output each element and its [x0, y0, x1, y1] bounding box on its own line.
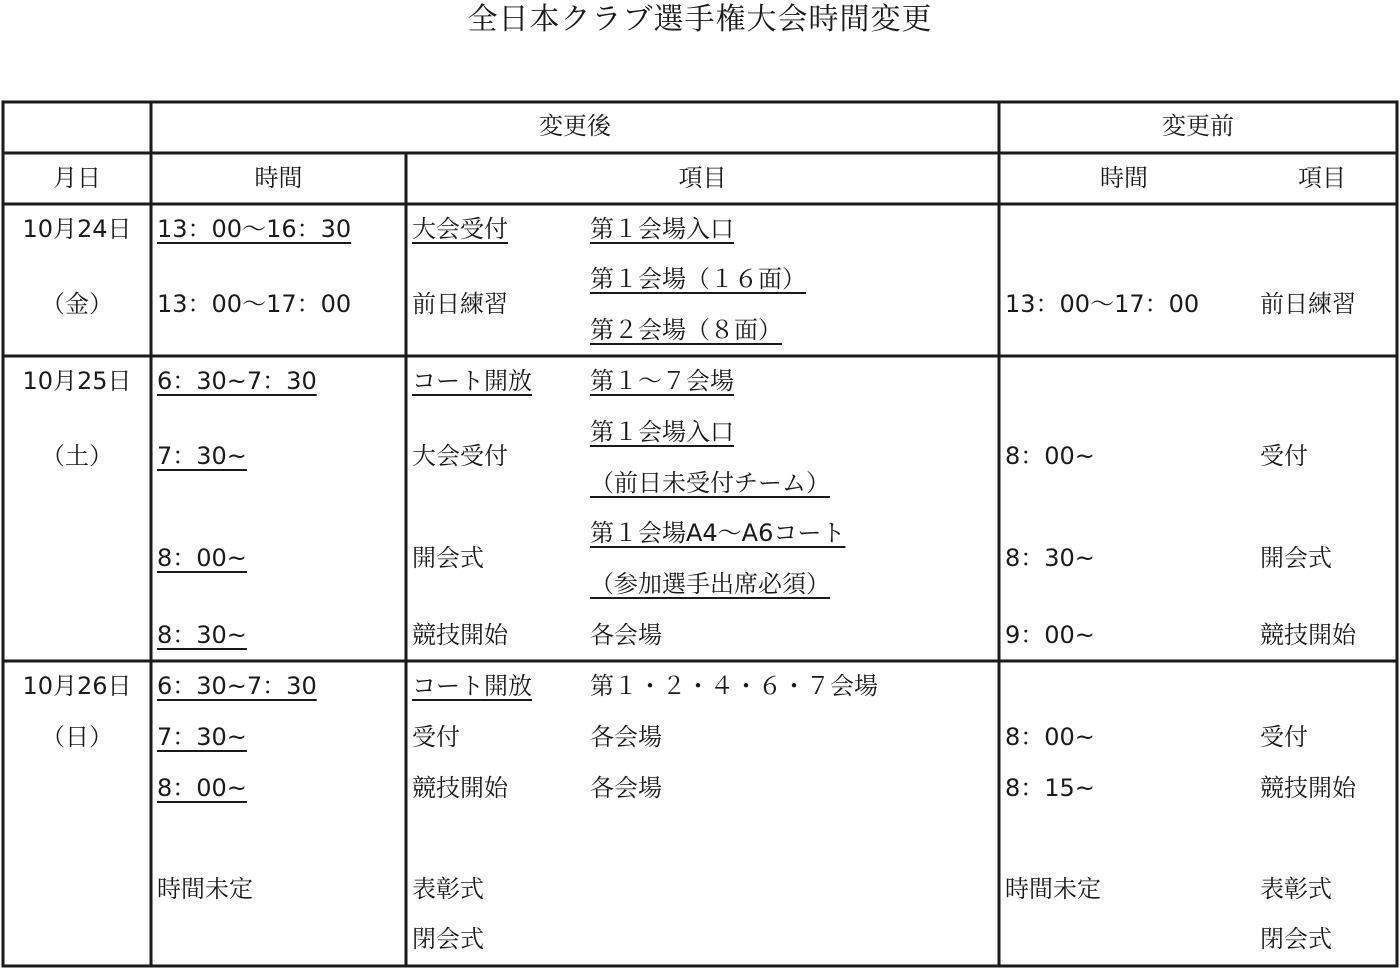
- event-cell: コート開放: [412, 672, 532, 700]
- event-cell: 受付: [412, 723, 460, 751]
- place-cell: 第１・２・４・６・７会場: [590, 672, 878, 700]
- time-cell: 6：30~7：30: [157, 672, 317, 700]
- time-cell: 6：30~7：30: [157, 367, 317, 395]
- event-cell: 前日練習: [412, 290, 508, 318]
- before-time-cell: 8：30~: [1005, 544, 1095, 572]
- place-cell: 各会場: [590, 621, 662, 649]
- header-date: 月日: [53, 164, 101, 192]
- place-cell-line2: （前日未受付チーム）: [590, 469, 830, 497]
- page-title: 全日本クラブ選手権大会時間変更: [467, 2, 933, 37]
- weekday-day3: （日）: [41, 723, 113, 751]
- date-day3: 10月26日: [22, 672, 132, 700]
- time-cell: 8：30~: [157, 621, 247, 649]
- place-cell: 第１会場（１６面）: [590, 265, 806, 293]
- time-cell: 8：00~: [157, 544, 247, 572]
- before-time-cell: 8：00~: [1005, 723, 1095, 751]
- event-cell: 大会受付: [412, 215, 508, 243]
- time-cell: 13：00～16：30: [157, 215, 352, 243]
- before-item-cell: 開会式: [1260, 544, 1332, 572]
- before-item-cell: 競技開始: [1260, 774, 1356, 802]
- header-before-time: 時間: [1100, 164, 1148, 192]
- weekday-day1: （金）: [41, 290, 113, 318]
- place-cell: 第１会場A4～A6コート: [590, 519, 846, 547]
- event-cell: コート開放: [412, 367, 532, 395]
- before-time-cell: 9：00~: [1005, 621, 1095, 649]
- before-item-cell: 前日練習: [1260, 290, 1356, 318]
- before-time-cell: 8：15~: [1005, 774, 1095, 802]
- before-item-cell: 受付: [1260, 442, 1308, 470]
- weekday-day2: （土）: [41, 442, 113, 470]
- before-time-cell: 13：00～17：00: [1005, 290, 1200, 318]
- place-cell-line2: （参加選手出席必須）: [590, 570, 830, 598]
- place-cell: 各会場: [590, 774, 662, 802]
- before-time-cell: 時間未定: [1005, 875, 1101, 903]
- before-item-cell: 表彰式: [1260, 875, 1332, 903]
- time-cell: 13：00～17：00: [157, 290, 352, 318]
- before-item-cell: 競技開始: [1260, 621, 1356, 649]
- place-cell: 各会場: [590, 723, 662, 751]
- date-day2: 10月25日: [22, 367, 132, 395]
- place-cell-line2: 第２会場（８面）: [590, 316, 782, 344]
- before-time-cell: 8：00~: [1005, 442, 1095, 470]
- time-cell: 7：30~: [157, 723, 247, 751]
- event-cell: 開会式: [412, 544, 484, 572]
- before-item-cell: 閉会式: [1260, 925, 1332, 953]
- event-cell: 大会受付: [412, 442, 508, 470]
- header-before-item: 項目: [1298, 164, 1346, 192]
- time-cell: 8：00~: [157, 774, 247, 802]
- header-time: 時間: [254, 164, 303, 192]
- header-item: 項目: [678, 164, 727, 192]
- header-after: 変更後: [539, 112, 611, 140]
- place-cell: 第１会場入口: [590, 418, 734, 446]
- event-cell: 競技開始: [412, 774, 508, 802]
- place-cell: 第１～７会場: [590, 367, 734, 395]
- before-item-cell: 受付: [1260, 723, 1308, 751]
- event-cell: 表彰式: [412, 875, 484, 903]
- date-day1: 10月24日: [22, 215, 132, 243]
- event-cell: 競技開始: [412, 621, 508, 649]
- header-before: 変更前: [1162, 112, 1234, 140]
- place-cell: 第１会場入口: [590, 215, 734, 243]
- time-cell: 7：30~: [157, 442, 247, 470]
- time-cell: 時間未定: [157, 875, 253, 903]
- event-cell: 閉会式: [412, 925, 484, 953]
